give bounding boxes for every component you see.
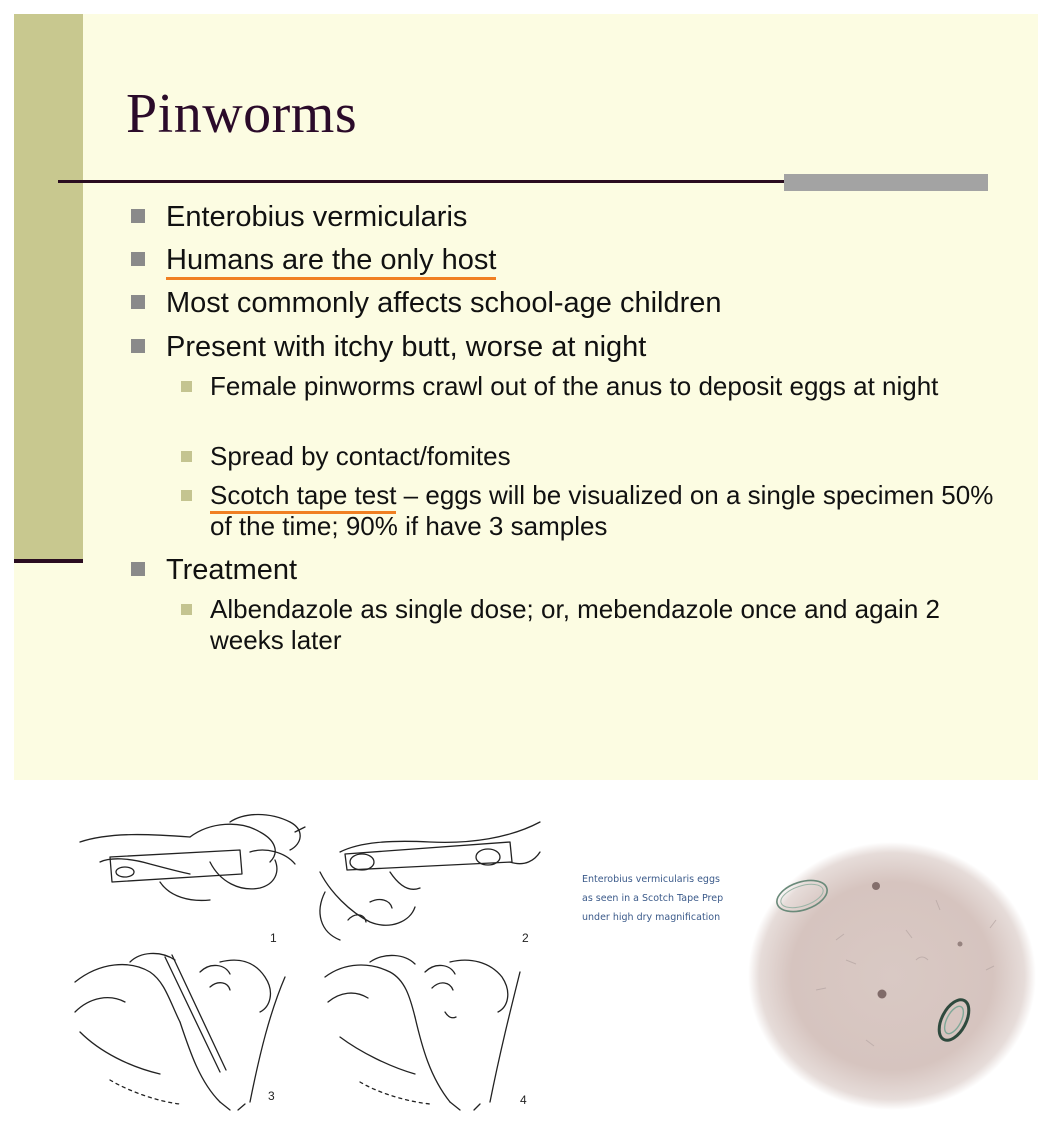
square-bullet-icon — [181, 381, 192, 392]
bullet-text: Albendazole as single dose; or, mebendazole once and again 2 weeks later — [210, 594, 940, 655]
bullet-list — [14, 14, 1038, 780]
caption-line: as seen in a Scotch Tape Prep — [582, 893, 724, 904]
caption-line: under high dry magnification — [582, 912, 721, 923]
underlined-text: Scotch tape test — [210, 480, 396, 514]
sub-bullet-item — [210, 371, 1000, 402]
bullet-text: Female pinworms crawl out of the anus to deposit eggs at night — [210, 371, 939, 401]
bullet-text: Most commonly affects school-age children — [166, 287, 722, 319]
bullet-text: Treatment — [166, 554, 298, 586]
bullet-item — [166, 553, 297, 587]
bullet-text: Spread by contact/fomites — [210, 441, 511, 471]
sub-bullet-item — [210, 594, 1000, 656]
panel-number: 2 — [522, 931, 529, 945]
sub-bullet-item — [210, 480, 1000, 542]
slide-title: Pinworms — [126, 83, 358, 145]
micrograph-caption — [582, 870, 752, 927]
sub-bullet-item — [210, 441, 1000, 472]
bullet-item — [166, 286, 722, 320]
bullet-item — [166, 243, 496, 277]
bullet-text: Enterobius vermicularis — [166, 201, 468, 233]
square-bullet-icon — [181, 604, 192, 615]
underlined-text: Humans are the only host — [166, 244, 496, 280]
square-bullet-icon — [181, 451, 192, 462]
bullet-item — [166, 200, 467, 234]
slide — [14, 14, 1038, 780]
panel-2-drawing — [320, 822, 540, 940]
bullet-item — [166, 330, 646, 364]
panel-number: 4 — [520, 1093, 527, 1107]
panel-1-drawing — [80, 815, 305, 901]
square-bullet-icon — [131, 295, 145, 309]
square-bullet-icon — [131, 252, 145, 266]
square-bullet-icon — [181, 490, 192, 501]
microscope-view-image — [746, 840, 1038, 1112]
panel-4-drawing — [325, 955, 520, 1110]
tape-test-illustration — [70, 812, 550, 1112]
square-bullet-icon — [131, 339, 145, 353]
bullet-text: – eggs will be visualized on a single specimen 50% of the time; 90% if have 3 samples — [210, 480, 994, 541]
caption-line: Enterobius vermicularis eggs — [582, 874, 720, 885]
square-bullet-icon — [131, 209, 145, 223]
panel-number: 3 — [268, 1089, 275, 1103]
panel-3-drawing — [75, 953, 285, 1110]
panel-number: 1 — [270, 931, 277, 945]
square-bullet-icon — [131, 562, 145, 576]
bullet-text: Present with itchy butt, worse at night — [166, 331, 647, 363]
